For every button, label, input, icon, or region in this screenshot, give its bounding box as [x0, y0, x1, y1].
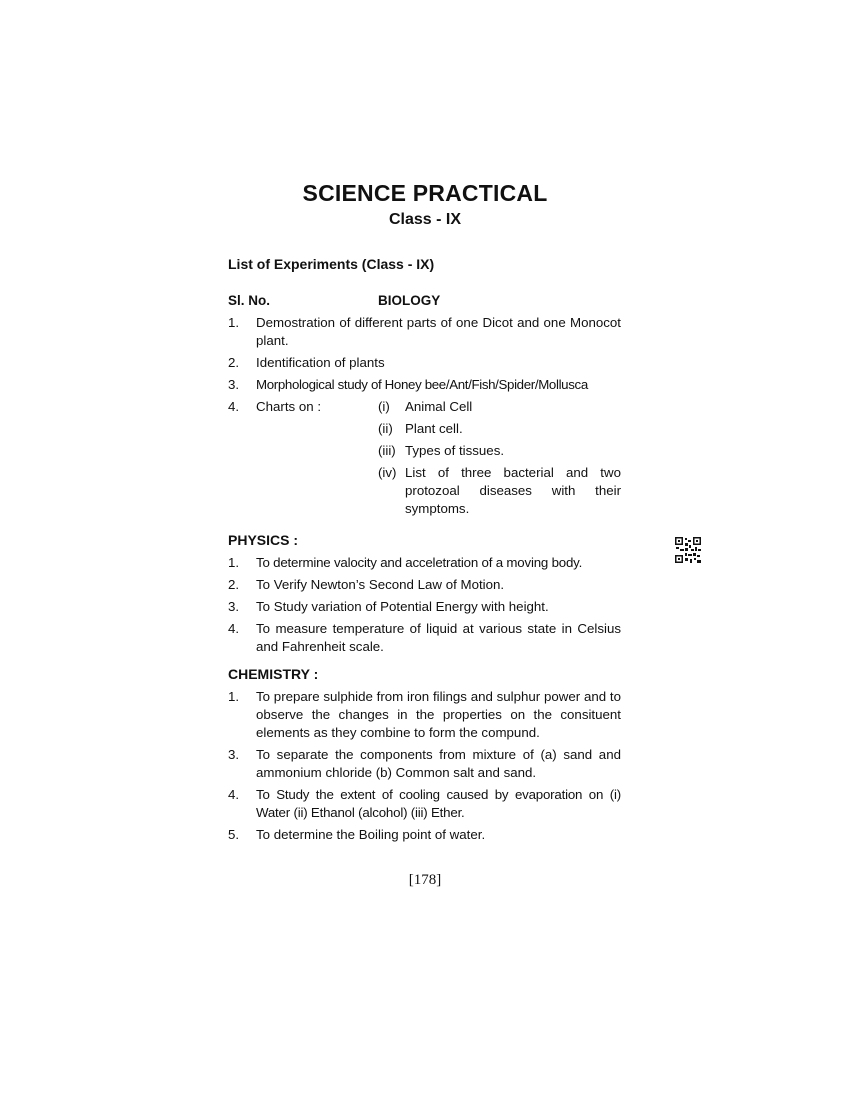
item-text: To Study the extent of cooling caused by evaporation on (i) Water (ii) Ethanol (alcohol) (iii) Ether. — [256, 787, 621, 820]
qr-code-icon — [675, 537, 701, 563]
item-number: 3. — [228, 599, 240, 614]
list-item — [228, 620, 621, 656]
subitem-text: Animal Cell — [405, 399, 473, 414]
list-item — [228, 826, 621, 844]
page-number: [178] — [408, 872, 442, 888]
sl-header-row — [228, 292, 621, 310]
roman-numeral: (ii) — [378, 421, 393, 436]
item-number: 3. — [228, 747, 240, 762]
item-number: 4. — [228, 621, 240, 636]
item-number: 2. — [228, 355, 240, 370]
roman-numeral: (i) — [378, 399, 390, 414]
roman-numeral: (iv) — [378, 465, 397, 480]
item-text: To Study variation of Potential Energy with height. — [256, 599, 549, 614]
experiment-list — [228, 255, 621, 848]
item-text: To determine the Boiling point of water. — [256, 827, 486, 842]
page-subtitle: Class - IX — [388, 211, 462, 228]
item-number: 4. — [228, 399, 240, 414]
chart-subitem — [378, 464, 621, 518]
list-item — [228, 688, 621, 742]
list-item — [228, 554, 621, 572]
item-text: To prepare sulphide from iron filings and sulphur power and to observe the changes in the properties on the consituent elements as they combine to form the compund. — [256, 689, 621, 740]
item-text: To measure temperature of liquid at various state in Celsius and Fahrenheit scale. — [256, 621, 621, 654]
item-number: 3. — [228, 377, 240, 392]
subitem-text: Types of tissues. — [405, 443, 505, 458]
item-text: To separate the components from mixture of (a) sand and ammonium chloride (b) Common salt and sand. — [256, 747, 621, 780]
item-number: 2. — [228, 577, 240, 592]
chart-subitem — [378, 442, 621, 460]
charts-item — [228, 398, 621, 522]
charts-label: Charts on : — [256, 399, 322, 414]
chart-subitem — [378, 398, 621, 416]
biology-heading: BIOLOGY — [378, 293, 441, 308]
item-text: Demostration of different parts of one Dicot and one Monocot plant. — [256, 315, 621, 348]
chemistry-heading: CHEMISTRY : — [228, 666, 319, 682]
list-item — [228, 354, 621, 372]
item-text: To determine valocity and acceletration of a moving body. — [256, 555, 583, 570]
item-text: Identification of plants — [256, 355, 385, 370]
item-number: 1. — [228, 315, 240, 330]
item-number: 1. — [228, 555, 240, 570]
list-item — [228, 314, 621, 350]
subitem-text: Plant cell. — [405, 421, 463, 436]
sl-no-header: Sl. No. — [228, 293, 271, 308]
item-number: 5. — [228, 827, 240, 842]
list-item — [228, 598, 621, 616]
chart-subitem — [378, 420, 621, 438]
list-item — [228, 376, 621, 394]
charts-sublist — [378, 398, 621, 522]
subitem-text: List of three bacterial and two protozoal diseases with their symptoms. — [405, 465, 621, 516]
list-item — [228, 786, 621, 822]
roman-numeral: (iii) — [378, 443, 396, 458]
item-number: 1. — [228, 689, 240, 704]
physics-heading: PHYSICS : — [228, 532, 299, 548]
list-item — [228, 576, 621, 594]
page-title: SCIENCE PRACTICAL — [302, 180, 548, 206]
list-item — [228, 746, 621, 782]
list-title: List of Experiments (Class - IX) — [228, 256, 435, 272]
item-text: To Verify Newton’s Second Law of Motion. — [256, 577, 505, 592]
item-number: 4. — [228, 787, 240, 802]
item-text: Morphological study of Honey bee/Ant/Fish/Spider/Mollusca — [256, 377, 588, 392]
